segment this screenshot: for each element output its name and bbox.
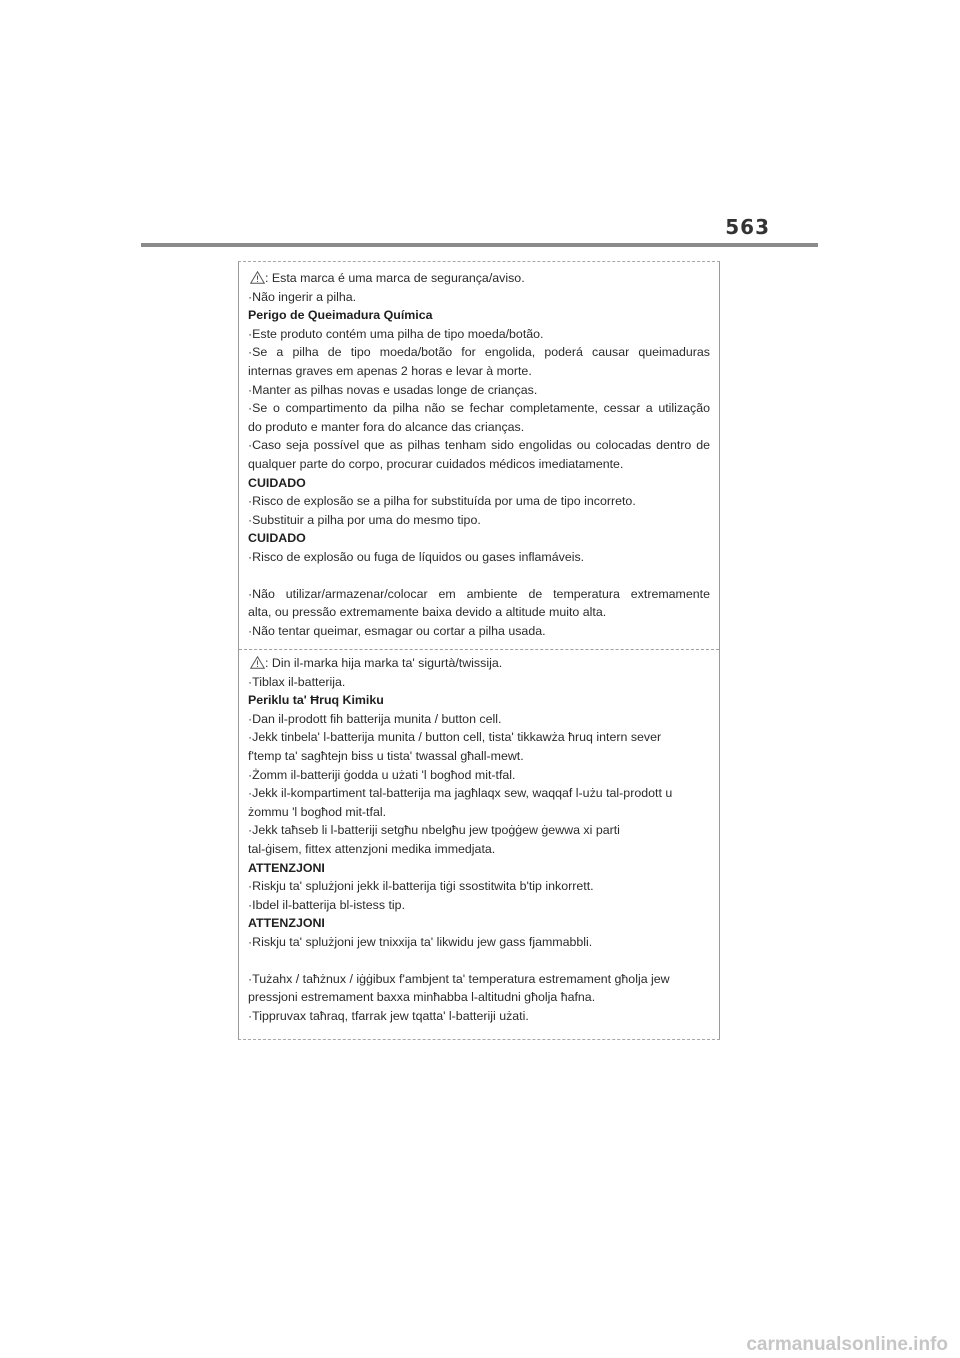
pt-line-5b: do produto e manter fora do alcance das crianças. [248,419,525,434]
mt-heading-attention-1: ATTENZJONI [248,860,325,875]
portuguese-section [248,269,710,640]
pt-line-6b: qualquer parte do corpo, procurar cuidados médicos imediatamente. [248,456,624,471]
warning-triangle-icon [250,656,265,669]
mt-spacer [248,952,710,970]
mt-line-11: ·Tippruvax taħraq, tfarrak jew tqatta' l-batteriji użati. [248,1008,529,1023]
pt-line-11: ·Não tentar queimar, esmagar ou cortar a pilha usada. [248,623,546,638]
pt-line-2: ·Este produto contém uma pilha de tipo moeda/botão. [248,326,544,341]
pt-line-9: ·Risco de explosão ou fuga de líquidos ou gases inflamáveis. [248,549,585,564]
pt-line-7: ·Risco de explosão se a pilha for substituída por uma de tipo incorreto. [248,494,636,509]
mt-intro-text: : Din il-marka hija marka ta' sigurtà/twissija. [265,656,503,670]
pt-line-10a: ·Não utilizar/armazenar/colocar em ambiente de temperatura extremamente [248,586,710,601]
pt-intro-text: : Esta marca é uma marca de segurança/aviso. [265,271,525,285]
mt-line-3a: ·Jekk tinbela' l-batterija munita / button cell, tista' tikkawża ħruq intern sever [248,730,662,745]
mt-heading-attention-2: ATTENZJONI [248,916,325,931]
mt-heading-chemical-burn: Periklu ta' Ħruq Kimiku [248,693,384,708]
mt-line-9: ·Riskju ta' splużjoni jew tnixxija ta' likwidu jew gass fjammabbli. [248,934,593,949]
pt-line-3b: internas graves em apenas 2 horas e levar à morte. [248,363,532,378]
mt-line-1: ·Tiblax il-batterija. [248,674,346,689]
pt-line-4: ·Manter as pilhas novas e usadas longe de crianças. [248,382,538,397]
mt-line-3b: f'temp ta' sagħtejn biss u tista' twassal għall-mewt. [248,748,524,763]
battery-warning-notice [238,261,720,1040]
mt-line-7: ·Riskju ta' splużjoni jekk il-batterija tiġi ssostitwita b'tip inkorrett. [248,879,594,894]
mt-line-6a: ·Jekk taħseb li l-batteriji setgħu nbelgħu jew tpoġġew ġewwa xi parti [248,823,620,838]
pt-line-10b: alta, ou pressão extremamente baixa devido a altitude muito alta. [248,605,607,620]
mt-line-2: ·Dan il-prodott fih batterija munita / button cell. [248,711,502,726]
mt-line-10b: pressjoni estremament baxxa minħabba l-altitudni għolja ħafna. [248,990,596,1005]
pt-line-6a: ·Caso seja possível que as pilhas tenham sido engolidas ou colocadas dentro de [248,438,710,453]
language-divider [239,649,719,650]
pt-heading-chemical-burn: Perigo de Queimadura Química [248,308,433,323]
mt-line-4: ·Żomm il-batteriji ġodda u użati 'l bogħod mit-tfal. [248,767,516,782]
warning-triangle-icon [250,271,265,284]
pt-spacer [248,567,710,585]
header-rule [141,243,818,247]
mt-intro-line [248,654,710,673]
mt-line-8: ·Ibdel il-batterija bl-istess tip. [248,897,406,912]
mt-line-6b: tal-ġisem, fittex attenzjoni medika immedjata. [248,841,496,856]
pt-heading-caution-2: CUIDADO [248,531,306,546]
pt-heading-caution-1: CUIDADO [248,475,306,490]
mt-line-5a: ·Jekk il-kompartiment tal-batterija ma jagħlaqx sew, waqqaf l-użu tal-prodott u [248,786,673,801]
page-number: 563 [725,215,770,239]
mt-line-5b: żommu 'l bogħod mit-tfal. [248,804,387,819]
pt-line-5a: ·Se o compartimento da pilha não se fechar completamente, cessar a utilização [248,401,710,416]
pt-line-3a: ·Se a pilha de tipo moeda/botão for engolida, poderá causar queimaduras [248,345,710,360]
maltese-section [248,654,710,1025]
pt-line-8: ·Substituir a pilha por uma do mesmo tipo. [248,512,481,527]
watermark-text: carmanualsonline.info [746,1334,948,1355]
mt-line-10a: ·Tużahx / taħżnux / iġġibux f'ambjent ta' temperatura estremament għolja jew [248,971,670,986]
pt-intro-line [248,269,710,288]
pt-line-1: ·Não ingerir a pilha. [248,289,357,304]
